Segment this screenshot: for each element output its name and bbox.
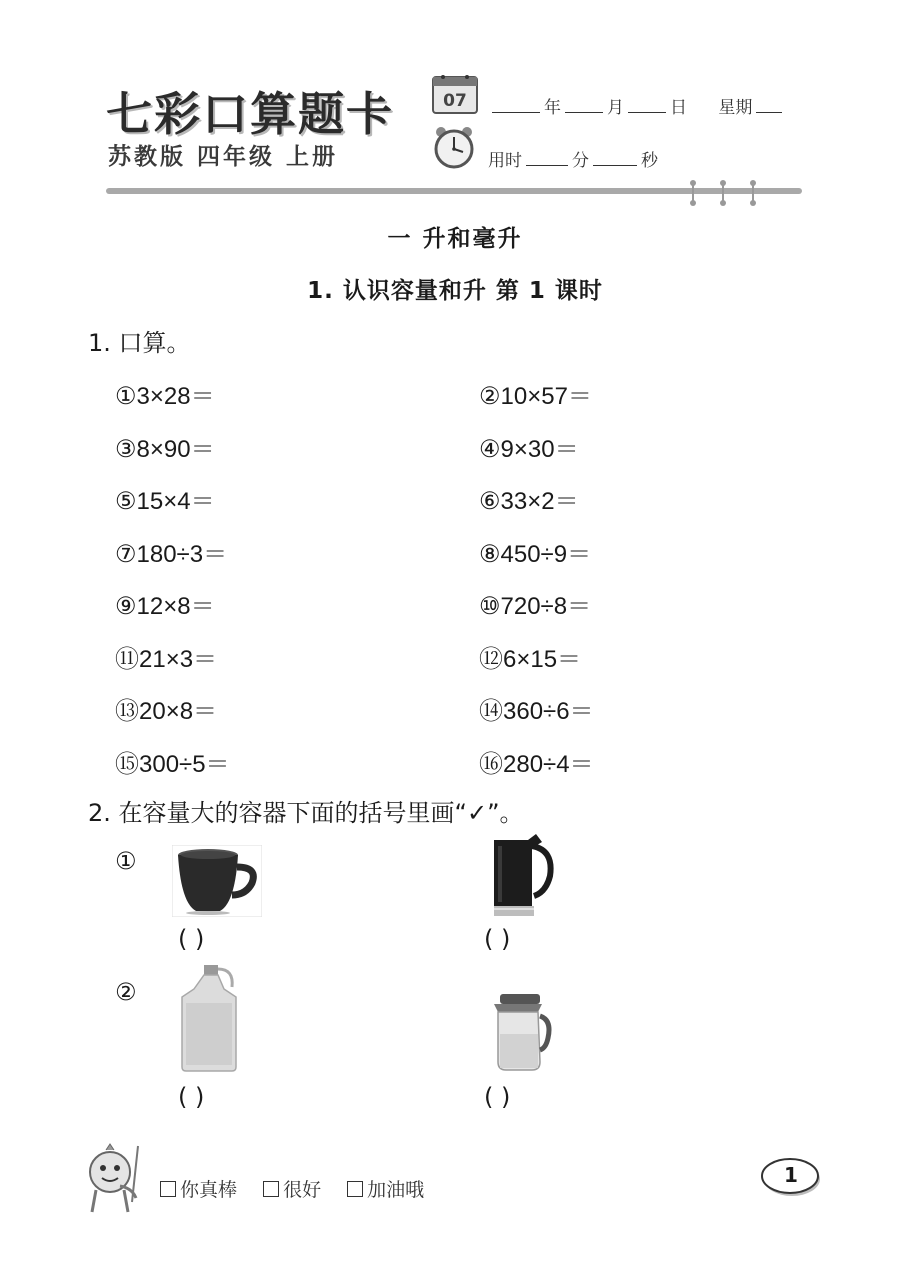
problem-15[interactable]: ⑮300÷5＝ — [115, 751, 230, 778]
header-divider — [106, 188, 802, 194]
time-used-line — [488, 146, 658, 171]
minutes-label: 分 — [572, 151, 589, 171]
seconds-blank[interactable] — [593, 149, 637, 166]
mascot-icon — [80, 1142, 152, 1216]
rating-option-good[interactable]: 很好 — [263, 1179, 321, 1201]
problem-14[interactable]: ⑭360÷6＝ — [479, 698, 594, 725]
problem-13[interactable]: ⑬20×8＝ — [115, 698, 218, 725]
self-rating — [160, 1175, 444, 1202]
date-line — [488, 93, 786, 118]
problem-8[interactable]: ⑧450÷9＝ — [479, 541, 592, 568]
checkbox-icon[interactable] — [263, 1181, 279, 1197]
binder-ring-icon — [690, 180, 696, 206]
minutes-blank[interactable] — [526, 149, 568, 166]
seconds-label: 秒 — [641, 151, 658, 171]
weekday-blank[interactable] — [756, 96, 782, 113]
problem-7[interactable]: ⑦180÷3＝ — [115, 541, 228, 568]
answer-paren-mug[interactable]: ( ) — [178, 925, 205, 953]
problem-12[interactable]: ⑫6×15＝ — [479, 646, 582, 673]
problem-16[interactable]: ⑯280÷4＝ — [479, 751, 594, 778]
year-blank[interactable] — [492, 96, 540, 113]
rating-option-excellent[interactable]: 你真棒 — [160, 1179, 237, 1201]
calendar-icon — [432, 74, 478, 114]
month-label: 月 — [607, 98, 624, 118]
brand-title: 七彩口算题卡 — [106, 87, 394, 141]
answer-paren-small-jug[interactable]: ( ) — [484, 1083, 511, 1111]
problem-6[interactable]: ⑥33×2＝ — [479, 488, 579, 515]
problem-1[interactable]: ①3×28＝ — [115, 383, 215, 410]
problem-9[interactable]: ⑨12×8＝ — [115, 593, 215, 620]
small-jug-image — [490, 990, 552, 1074]
problem-2[interactable]: ②10×57＝ — [479, 383, 592, 410]
mug-image — [172, 845, 262, 917]
page-number: 1 — [784, 1163, 798, 1187]
checkbox-icon[interactable] — [160, 1181, 176, 1197]
kettle-image — [488, 832, 556, 918]
unit-title: 一 升和毫升 — [387, 226, 523, 252]
day-blank[interactable] — [628, 96, 666, 113]
question-2-title: 2. 在容量大的容器下面的括号里画“✓”。 — [88, 799, 524, 827]
month-blank[interactable] — [565, 96, 603, 113]
problem-5[interactable]: ⑤15×4＝ — [115, 488, 215, 515]
binder-ring-icon — [750, 180, 756, 206]
answer-paren-large-bottle[interactable]: ( ) — [178, 1083, 205, 1111]
problem-10[interactable]: ⑩720÷8＝ — [479, 593, 592, 620]
question-1-title: 1. 口算。 — [88, 329, 191, 357]
day-label: 日 — [670, 98, 687, 118]
group-1-label: ① — [115, 847, 137, 875]
calendar-day: 07 — [443, 91, 467, 111]
rating-option-keep-going[interactable]: 加油哦 — [347, 1179, 424, 1201]
problem-4[interactable]: ④9×30＝ — [479, 436, 579, 463]
weekday-label: 星期 — [718, 98, 753, 118]
binder-ring-icon — [720, 180, 726, 206]
problem-11[interactable]: ⑪21×3＝ — [115, 646, 218, 673]
lesson-title: 1. 认识容量和升 第 1 课时 — [307, 278, 603, 304]
checkbox-icon[interactable] — [347, 1181, 363, 1197]
large-bottle-image — [174, 963, 244, 1073]
group-2-label: ② — [115, 978, 137, 1006]
brand-subtitle: 苏教版 四年级 上册 — [108, 144, 339, 170]
time-used-label: 用时 — [488, 151, 522, 171]
problem-3[interactable]: ③8×90＝ — [115, 436, 215, 463]
year-label: 年 — [544, 98, 561, 118]
answer-paren-kettle[interactable]: ( ) — [484, 925, 511, 953]
clock-icon — [432, 125, 476, 169]
